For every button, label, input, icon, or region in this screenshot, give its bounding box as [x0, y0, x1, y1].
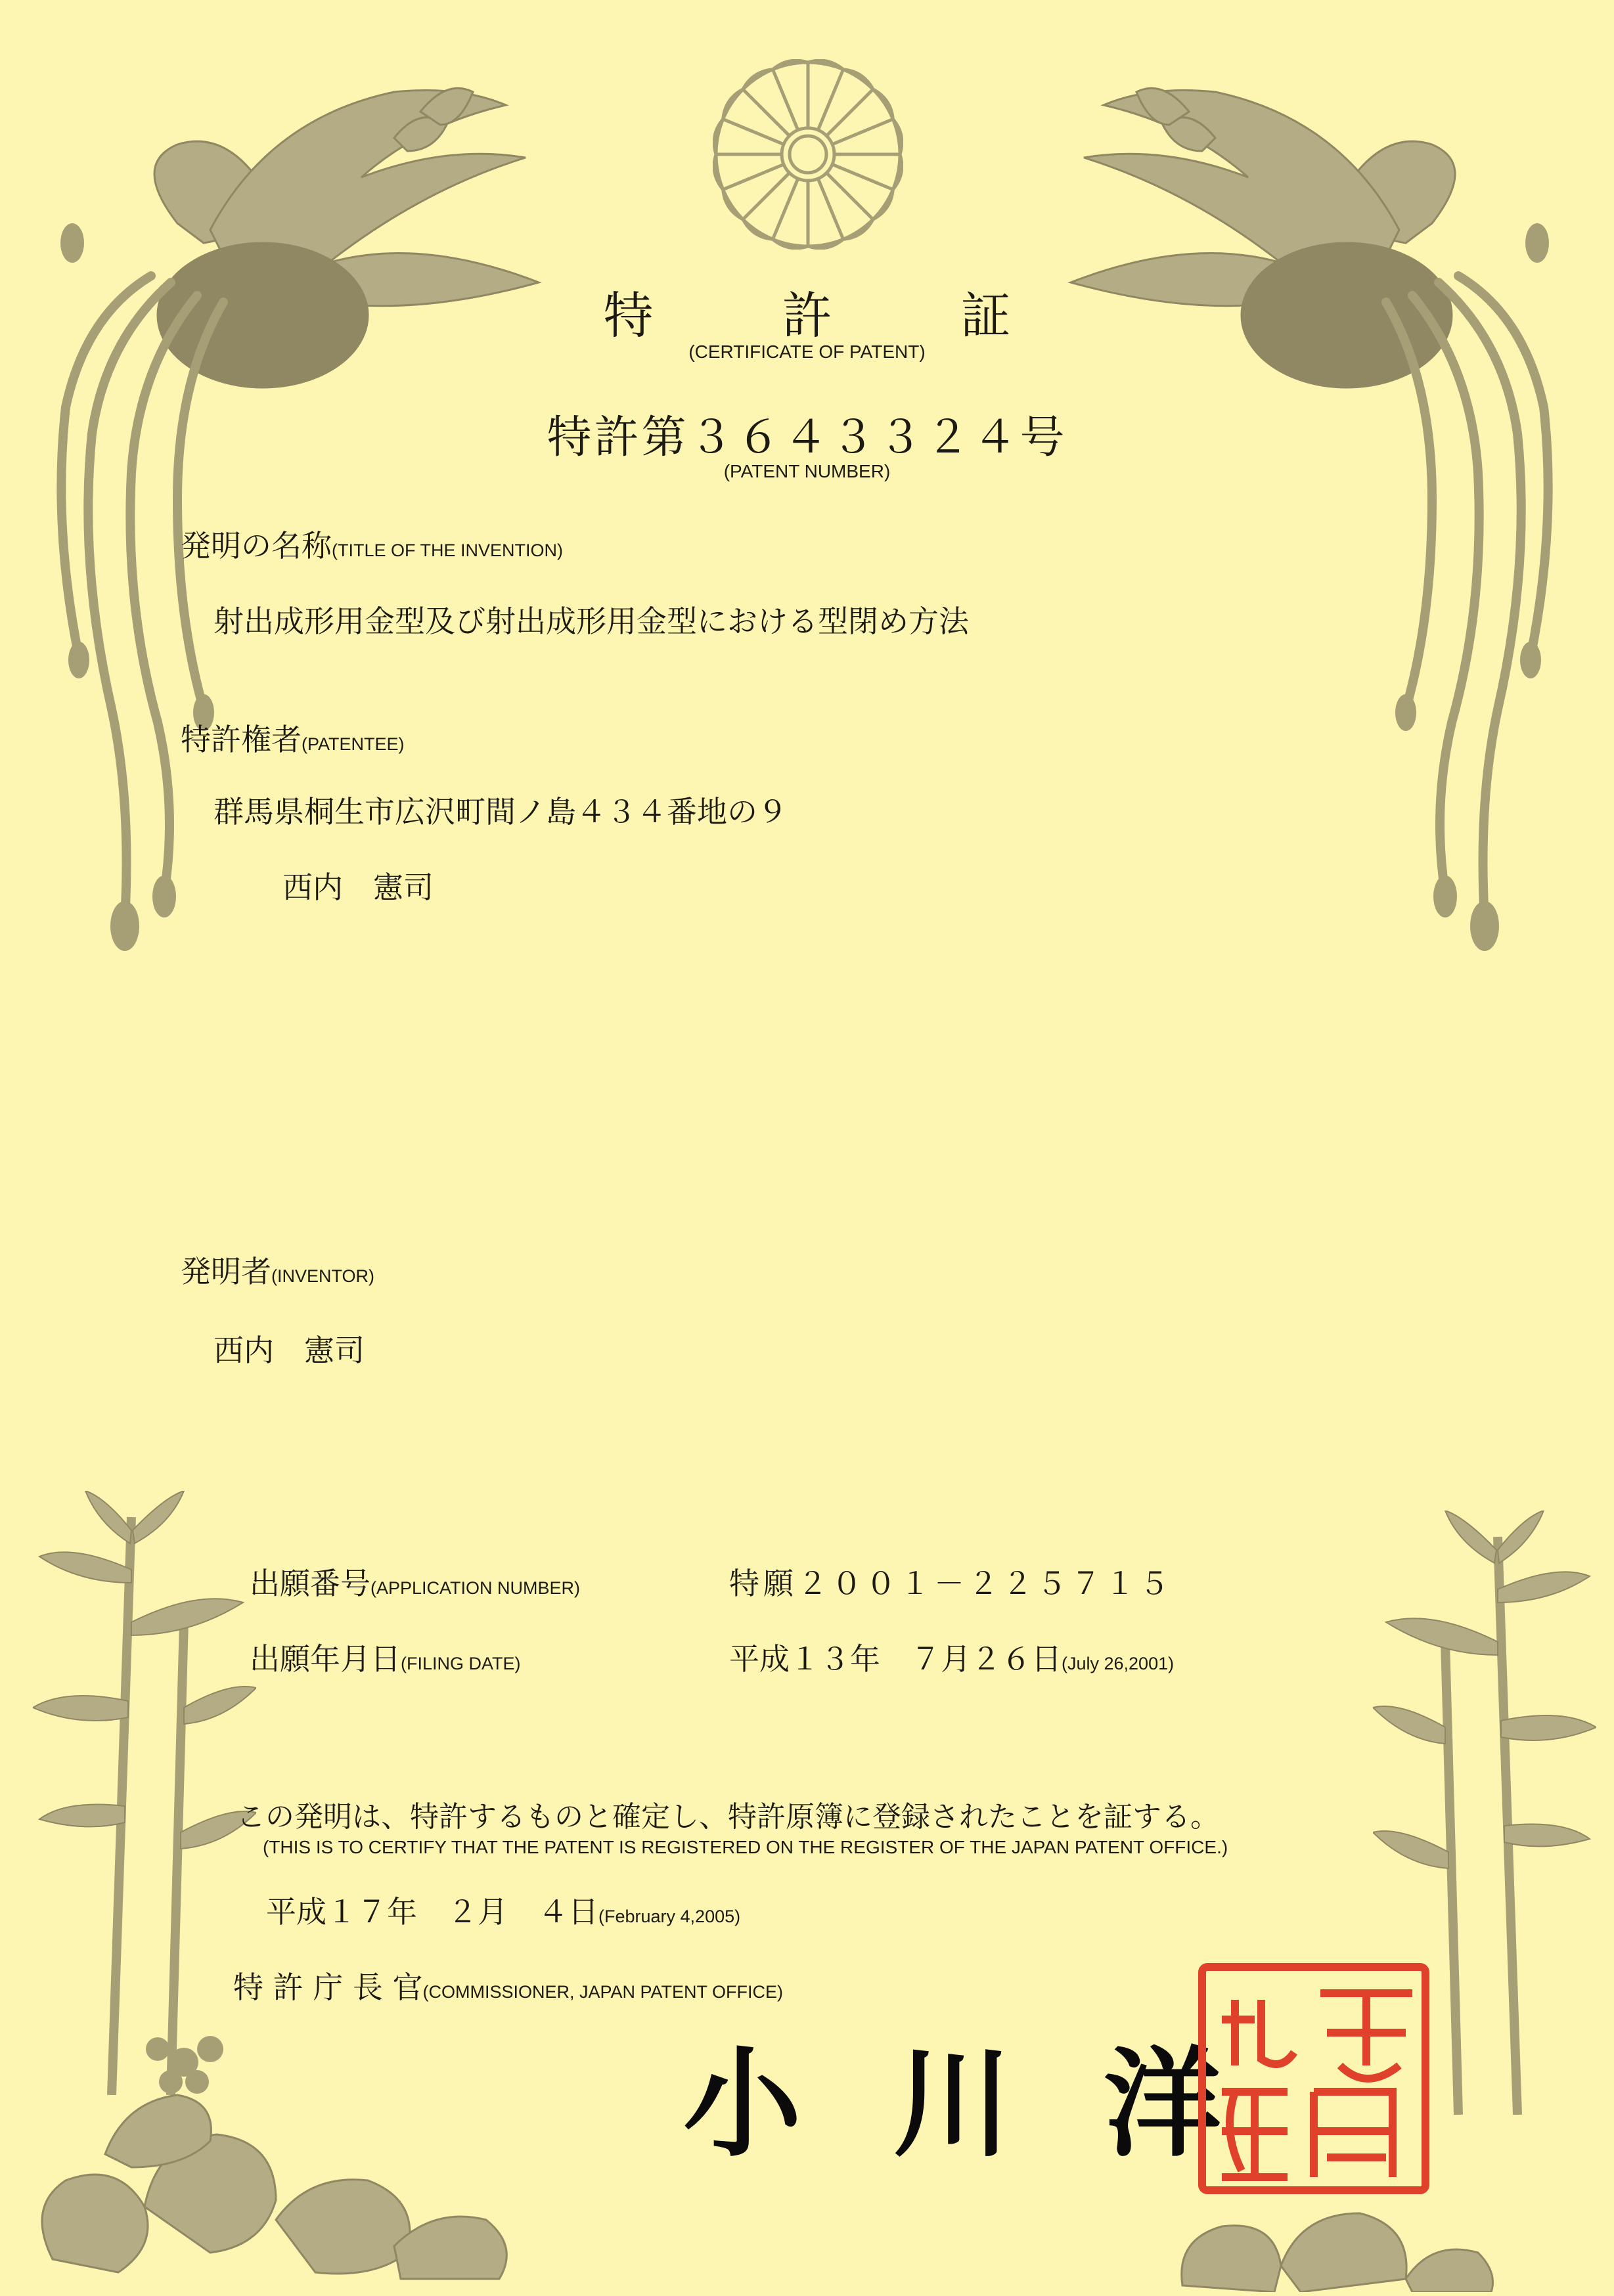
application-label [250, 1560, 580, 1603]
filing-date-en: (July 26,2001) [1062, 1654, 1175, 1673]
certificate-title: 特 許 証 [603, 286, 1050, 345]
patentee-label [181, 716, 405, 759]
invention-label-en: (TITLE OF THE INVENTION) [332, 541, 564, 560]
phoenix-right-icon [1051, 66, 1563, 959]
inventor-name: 西内 憲司 [213, 1333, 365, 1368]
invention-label [181, 522, 563, 565]
invention-title: 射出成形用金型及び射出成形用金型における型閉め方法 [213, 604, 969, 639]
paulownia-leaves-icon [26, 2010, 526, 2285]
patentee-label-en: (PATENTEE) [302, 734, 405, 754]
bamboo-left-icon [33, 1491, 256, 2095]
patentee-name: 西内 憲司 [282, 870, 434, 905]
inventor-label [181, 1248, 374, 1291]
certification-date-en: (February 4,2005) [598, 1907, 741, 1926]
patent-number: 特許第３６４３３２４号 [547, 412, 1067, 464]
filing-date [729, 1635, 1174, 1679]
certification-date [266, 1888, 740, 1932]
filing-label-ja: 出願年月日 [250, 1641, 401, 1677]
commissioner-signature: 小川洋 [683, 2035, 1314, 2173]
inventor-label-en: (INVENTOR) [271, 1266, 375, 1286]
application-number: 特願２００１－２２５７１５ [729, 1566, 1173, 1601]
official-seal-icon [1196, 1960, 1432, 2197]
chrysanthemum-crest-icon [713, 59, 903, 250]
certification-text-en: (THIS IS TO CERTIFY THAT THE PATENT IS REGISTERED ON THE REGISTER OF THE JAPAN PATENT OFFICE.) [263, 1837, 1228, 1857]
commissioner-label-ja: 特 許 庁 長 官 [233, 1970, 423, 2005]
certification-text: この発明は、特許するものと確定し、特許原簿に登録されたことを証する。 [236, 1800, 1219, 1834]
filing-label-en: (FILING DATE) [401, 1654, 521, 1673]
certification-date-ja: 平成１７年 ２月 ４日 [266, 1894, 598, 1930]
filing-date-ja: 平成１３年 ７月２６日 [729, 1641, 1062, 1677]
filing-label [250, 1635, 521, 1679]
commissioner-label-en: (COMMISSIONER, JAPAN PATENT OFFICE) [422, 1982, 784, 2002]
invention-label-ja: 発明の名称 [181, 528, 332, 563]
application-label-ja: 出願番号 [250, 1566, 370, 1601]
application-label-en: (APPLICATION NUMBER) [370, 1578, 581, 1598]
certificate-title-en: (CERTIFICATE OF PATENT) [688, 342, 926, 362]
patent-number-en: (PATENT NUMBER) [723, 461, 891, 481]
inventor-label-ja: 発明者 [181, 1254, 271, 1289]
patentee-label-ja: 特許権者 [181, 722, 302, 757]
commissioner-label [233, 1964, 783, 2007]
patentee-address: 群馬県桐生市広沢町間ノ島４３４番地の９ [213, 794, 788, 829]
